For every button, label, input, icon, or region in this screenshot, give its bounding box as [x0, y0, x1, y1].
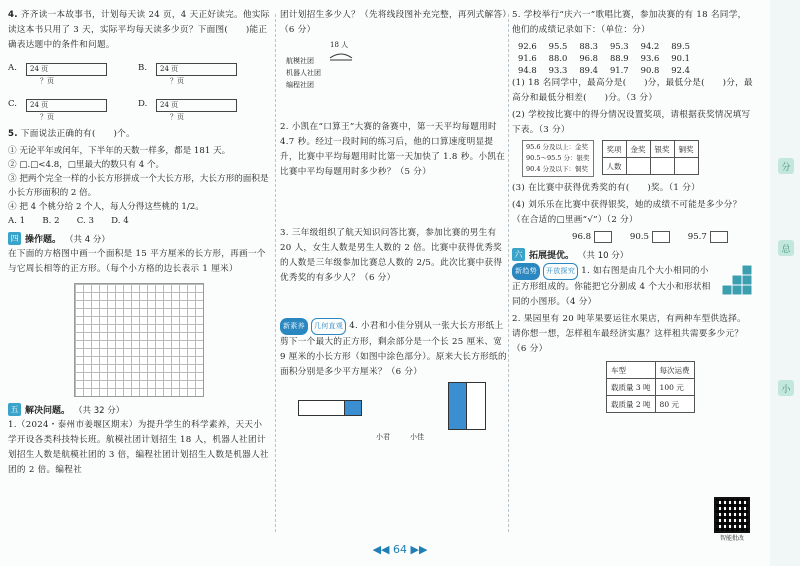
table-row: 载质量 3 吨 100 元 — [607, 379, 695, 396]
table-row: 载质量 2 吨 80 元 — [607, 396, 695, 413]
checkbox-options — [572, 230, 754, 244]
line-segment-diagram[interactable]: 18 人 航模社团 机器人社团 编程社团 — [280, 40, 508, 96]
page-number: ◀◀ 64 ▶▶ — [372, 543, 428, 556]
award-rules: 95.6 分及以上：金奖 90.5～95.5 分：银奖 90.4 分及以下：铜奖 — [522, 140, 594, 177]
shaded-part — [344, 400, 362, 416]
side-strip: 分 总 小 — [770, 0, 800, 566]
section-four-header: 四 操作题。 （共 4 分） — [8, 232, 270, 245]
prev-arrow-icon: ◀◀ — [372, 543, 390, 556]
sub-question-4: (4) 刘乐乐在比赛中获得银奖，她的成绩不可能是多少分？（在合适的□里画“√”）（2 分） — [512, 200, 742, 225]
qr-block[interactable]: 智能批改 — [714, 497, 750, 542]
checkbox-option[interactable]: 90.5 — [630, 230, 670, 244]
shaded-part — [448, 382, 468, 430]
option-a[interactable]: A. 24 页 ？页 — [8, 57, 138, 85]
problem-4: 新素养 几何直观 4. 小君和小佳分别从一张大长方形纸上剪下一个最大的正方形，剩余部分是一个长 25 厘米、宽 9 厘米的小长方形（如图中涂色部分）。原来大长方形纸的面积分别是多少平方厘米？（6 分） — [280, 318, 508, 380]
drawing-grid[interactable] — [74, 283, 204, 397]
sub-question-2: (2) 学校按比赛中的得分情况设置奖项，请根据获奖情况填写下表。（3 分） — [512, 110, 751, 135]
problem-3: 3. 三年级组织了航天知识问答比赛，参加比赛的男生有 20 人，女生人数是男生人数的 2 倍。比赛中获得优秀奖的人数是三年级参加比赛总人数的 2/5。此次比赛中获得优秀奖的有多少人？（6 分） — [280, 228, 503, 283]
column-right — [512, 8, 754, 542]
question-4: 4. 齐齐读一本故事书，计划每天读 24 页，4 天正好读完。他实际读这本书只用了 3 天，实际平均每天读多少页？下面图( )能正确表达题中的条件和问题。 — [8, 10, 270, 50]
rent-table — [606, 361, 695, 413]
column-middle — [280, 8, 508, 542]
score-table — [512, 40, 696, 76]
problem-2: 2. 小凯在“口算王”大赛的备赛中，第一天平均每题用时 4.7 秒。经过一段时间的练习后，他的口算速度明显提升，比赛中平均每题用时比第一天加快了 1.8 秒。小凯在比赛中平均每题用时多少秒？（5 分） — [280, 122, 506, 177]
strip-left — [298, 400, 346, 416]
column-divider — [275, 14, 276, 532]
sub-question-3: (3) 在比赛中获得优秀奖的有( )奖。（1 分） — [512, 183, 700, 193]
table-row: 91.6 88.0 96.8 88.9 93.6 90.1 — [518, 53, 690, 63]
task-1: 新趋势 开放探究 1. 如右图是由几个大小相同的小正方形组成的。你能把它分割成 4 个大小和形状相同的小图形。（4 分） — [512, 263, 754, 312]
problem-1: 1.（2024・泰州市姜堰区期末）为提升学生的科学素养，天天小学开设各类科技特长班。航模社团计划招生 18 人，机器人社团计划招生人数是航模社团的 3 倍，编程社团计划招生人数是机器人社团的 2 倍。编程社 — [8, 420, 269, 475]
q5-item: ③ 把两个完全一样的小长方形拼成一个大长方形，大长方形的面积是小长方形面积的 2 倍。 — [8, 174, 269, 198]
table-row: 94.8 93.3 89.4 91.7 90.8 92.4 — [518, 65, 690, 75]
table-row: 奖项 金奖 银奖 铜奖 — [602, 141, 698, 158]
table-row: 人数 — [602, 158, 698, 175]
sub-question-1: (1) 18 名同学中，最高分是( )分，最低分是( )分，最高分和最低分相差( )分。（3 分） — [512, 78, 753, 103]
segment-mark — [328, 48, 358, 64]
option-d[interactable]: D. 24 页 ？页 — [138, 93, 268, 121]
strip-right — [466, 382, 486, 430]
table-row: 92.6 95.5 88.3 95.3 94.2 89.5 — [518, 41, 690, 51]
q4-options — [8, 55, 270, 127]
column-divider — [508, 14, 509, 532]
section-six-header: 六 拓展提优。 （共 10 分） — [512, 248, 754, 261]
option-b[interactable]: B. 24 页 ？页 — [138, 57, 268, 85]
rectangle-illustration: 小君 小佳 — [280, 382, 508, 444]
checkbox-option[interactable]: 95.7 — [688, 230, 728, 244]
q5-choices[interactable]: A. 1 B. 2 C. 3 D. 4 — [8, 216, 129, 226]
problem-1-continued: 团计划招生多少人？（先将线段图补充完整，再列式解答）（6 分） — [280, 10, 507, 35]
award-section — [522, 140, 754, 177]
q5-item: ② □.□<4.8，□里最大的数只有 4 个。 — [8, 160, 165, 170]
question-5-singing: 5. 学校举行“庆六一”歌唱比赛，参加决赛的有 18 名同学，他们的成绩记录如下：（单位：分） — [512, 10, 747, 35]
option-c[interactable]: C. 24 页 ？页 — [8, 93, 138, 121]
q5-item: ④ 把 4 个桃分给 2 个人，每人分得这些桃的 1/2。 — [8, 202, 204, 212]
next-arrow-icon: ▶▶ — [410, 543, 428, 556]
q5-item: ① 无论平年或闰年，下半年的天数一样多，都是 181 天。 — [8, 146, 231, 156]
section-five-header: 五 解决问题。 （共 32 分） — [8, 403, 270, 416]
question-5: 5. 下面说法正确的有( )个。 — [8, 129, 135, 139]
column-left — [8, 8, 270, 542]
qr-code[interactable] — [714, 497, 750, 533]
table-row: 车型 每次运费 — [607, 362, 695, 379]
checkbox-option[interactable]: 96.8 — [572, 230, 612, 244]
task-2: 2. 果园里有 20 吨苹果要运往水果店，有两种车型供选择。请你想一想，怎样租车最经济实惠？这样租共需要多少元？（6 分） — [512, 314, 746, 354]
square-figure[interactable] — [720, 263, 754, 303]
award-table[interactable] — [602, 140, 699, 175]
section-four-text: 在下面的方格图中画一个面积是 15 平方厘米的长方形，再画一个与它周长相等的正方形。（每个小方格的边长表示 1 厘米） — [8, 249, 266, 274]
